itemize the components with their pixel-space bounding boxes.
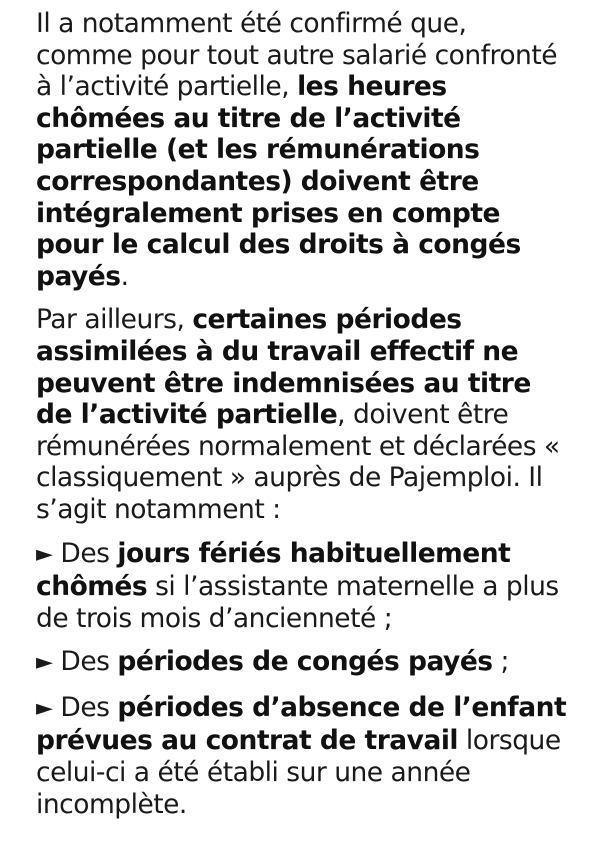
bullet-item-public-holidays — [36, 538, 570, 635]
paragraph-text: Par ailleurs, — [36, 304, 193, 336]
bullet-text: si l’assistante maternelle a plus de trois mois d’ancienneté ; — [36, 571, 559, 634]
bullet-item-paid-leave — [36, 646, 570, 680]
bullet-item-child-absence — [36, 692, 570, 820]
paragraph-text: , doivent être rémunérées normalement et déclarées « classiquement » auprès de Pajemploi. Il s’agit notamment : — [36, 399, 560, 525]
bullet-text: Des — [60, 691, 118, 723]
bullet-arrow-icon: ► — [36, 695, 53, 721]
paragraph-bold-text: certaines périodes assimilées à du travail effectif ne peuvent être indemnisées au titre de l’activité partielle — [36, 304, 531, 431]
bullet-text: ; — [492, 646, 509, 678]
bullet-bold-text: jours fériés habituellement chômés — [36, 537, 511, 603]
bullet-bold-text: périodes d’absence de l’enfant prévues au contrat de travail — [36, 691, 567, 757]
paragraph-text: . — [120, 260, 129, 292]
paragraph-paid-leave — [36, 8, 570, 292]
bullet-bold-text: périodes de congés payés — [117, 646, 493, 678]
paragraph-bold-text: les heures chômées au titre de l’activité partielle (et les rémunérations correspondantes) doivent être intégralement prises en compte pour le calcul des droits à congés payés — [36, 71, 521, 292]
paragraph-text: Il a notamment été confirmé que, comme pour tout autre salarié confronté à l’activité partielle, — [36, 8, 558, 103]
bullet-arrow-icon: ► — [36, 541, 53, 567]
bullet-text: lorsque celui-ci a été établi sur une année incomplète. — [36, 725, 561, 820]
bullet-text: Des — [60, 646, 118, 678]
bullet-text: Des — [60, 537, 118, 569]
bullet-arrow-icon: ► — [36, 650, 53, 676]
paragraph-assimilated-periods — [36, 304, 570, 525]
